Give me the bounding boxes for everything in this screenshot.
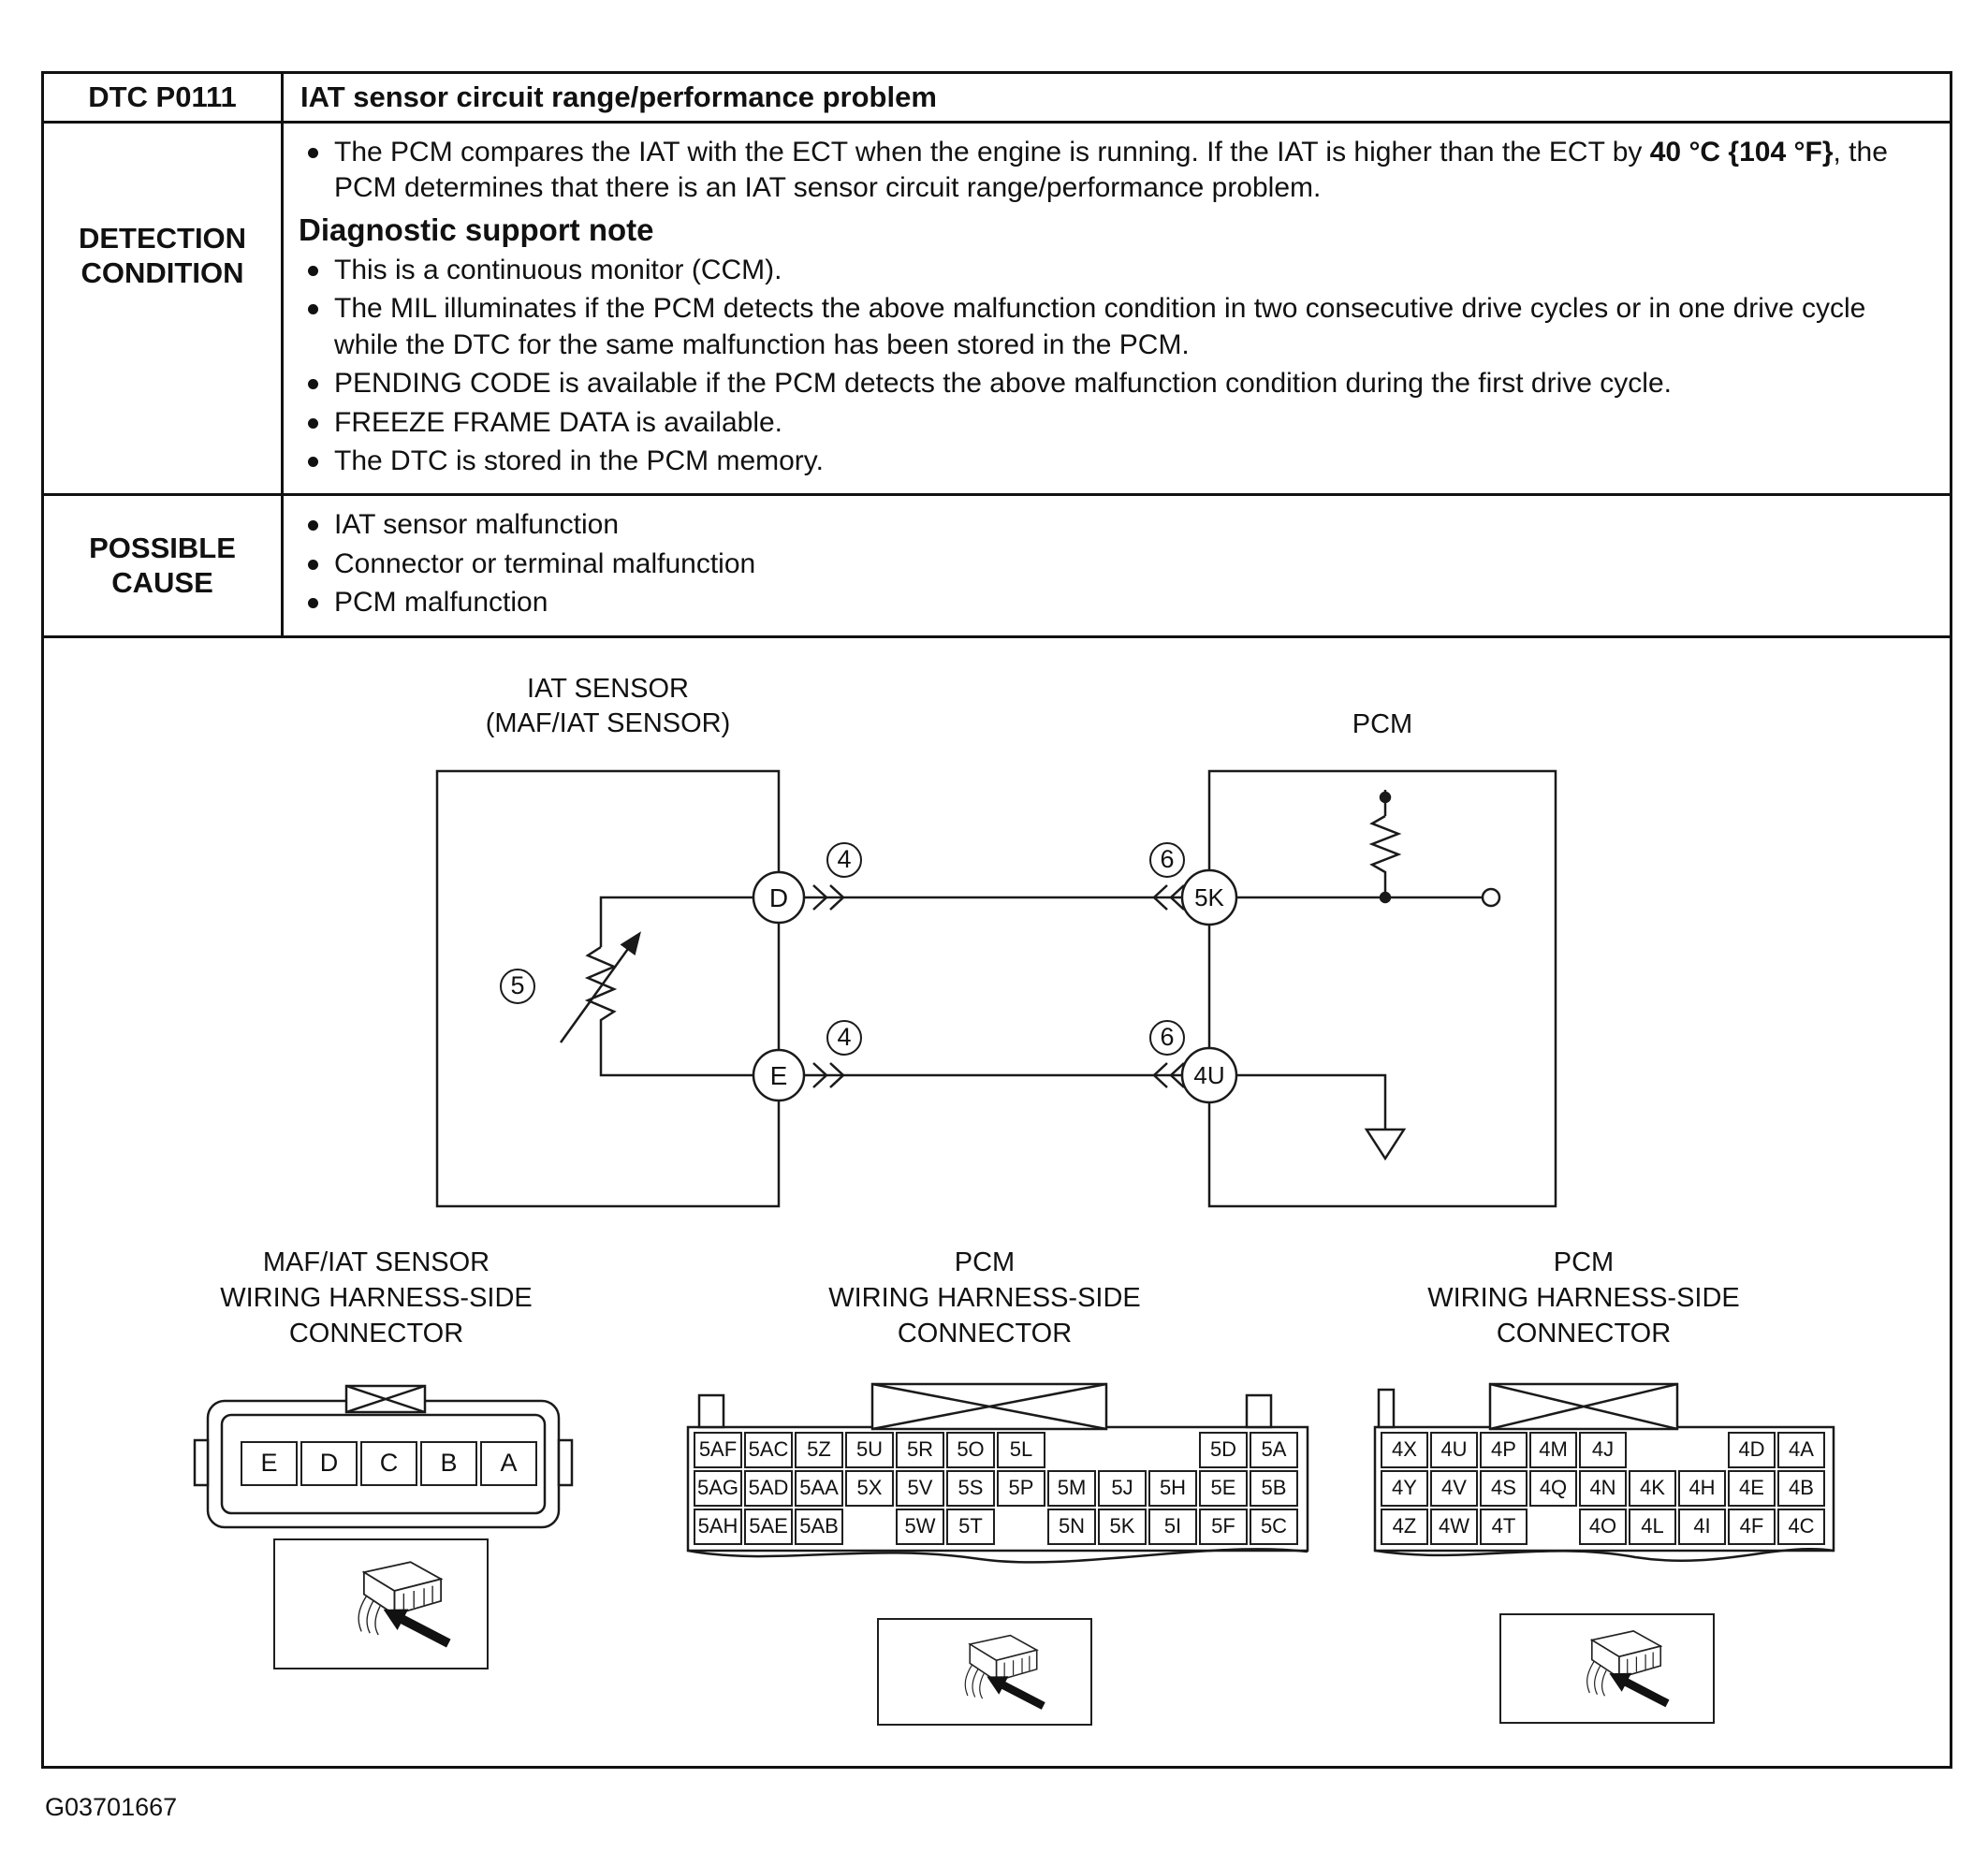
bullet-item: FREEZE FRAME DATA is available. — [297, 405, 1933, 441]
detection-condition-content — [284, 124, 1950, 493]
bullet1-bold-value: 40 °C {104 °F} — [1649, 137, 1834, 168]
callout-5: 5 — [500, 969, 535, 1004]
pin-A: A — [480, 1441, 537, 1486]
pin-5F: 5F — [1199, 1509, 1248, 1545]
pcm5-title-line1: PCM — [954, 1246, 1016, 1277]
connector-3d-icon — [1510, 1619, 1704, 1717]
pin-5T: 5T — [946, 1509, 995, 1545]
pin-5S: 5S — [946, 1470, 995, 1507]
detection-condition-label-text: DETECTION CONDITION — [78, 222, 247, 290]
pin-row — [1381, 1470, 1827, 1509]
pin-5A: 5A — [1250, 1432, 1298, 1468]
pin-row — [1381, 1432, 1827, 1470]
pin-4Q: 4Q — [1529, 1470, 1577, 1507]
iat-sensor-box — [437, 771, 779, 1206]
pcm4-title-line2: WIRING HARNESS-SIDE — [1427, 1282, 1740, 1313]
pin-5O: 5O — [946, 1432, 995, 1468]
pin-4J: 4J — [1579, 1432, 1627, 1468]
dtc-title-cell: IAT sensor circuit range/performance problem — [300, 80, 937, 113]
terminal-4u-label: 4U — [1193, 1060, 1225, 1089]
bullet1-post: , the PCM determines that there is an IAT sensor circuit range/performance problem. — [334, 137, 1888, 204]
pcm5-title-line3: CONNECTOR — [897, 1318, 1073, 1348]
pin-5W: 5W — [896, 1509, 944, 1545]
pin-5D: 5D — [1199, 1432, 1248, 1468]
terminal-5k-label: 5K — [1194, 882, 1224, 911]
arrow-icon — [987, 1676, 1045, 1710]
pin-D: D — [300, 1441, 358, 1486]
pin-5AA: 5AA — [795, 1470, 843, 1507]
wire-d-5k — [804, 885, 1184, 910]
pcm4-title-line3: CONNECTOR — [1496, 1318, 1672, 1348]
pcm5-connector-title — [783, 1245, 1186, 1351]
pin-row — [694, 1432, 1300, 1470]
possible-cause-label — [44, 496, 284, 634]
pin-4L: 4L — [1629, 1509, 1676, 1545]
iat-sensor-title — [437, 672, 779, 741]
pin-4X: 4X — [1381, 1432, 1428, 1468]
dtc-table — [41, 71, 1952, 1769]
maf-pin-grid — [241, 1441, 540, 1486]
pin-5M: 5M — [1047, 1470, 1096, 1507]
connector-3d-icon — [887, 1624, 1082, 1719]
possible-cause-row — [44, 496, 1950, 637]
terminal-e-label: E — [769, 1060, 788, 1090]
detection-bullet-list — [297, 253, 1933, 479]
maf-title-line1: MAF/IAT SENSOR — [262, 1246, 490, 1277]
pin-E: E — [241, 1441, 298, 1486]
maf-connector-illustration — [273, 1538, 489, 1669]
connector-3d-icon — [284, 1545, 478, 1662]
callout-4-bottom: 4 — [826, 1020, 862, 1056]
pin-5Z: 5Z — [795, 1432, 843, 1468]
wire-e-4u — [804, 1063, 1184, 1087]
diagnostic-support-note-heading: Diagnostic support note — [299, 211, 654, 247]
arrow-icon — [384, 1609, 451, 1647]
pin-5AF: 5AF — [694, 1432, 742, 1468]
pin-4D: 4D — [1728, 1432, 1776, 1468]
callout-6-top: 6 — [1149, 842, 1185, 878]
bullet-item: PCM malfunction — [297, 585, 1933, 620]
pin-B: B — [420, 1441, 477, 1486]
pin-4E: 4E — [1728, 1470, 1776, 1507]
possible-cause-label-text: POSSIBLE CAUSE — [89, 532, 236, 600]
pin-5L: 5L — [997, 1432, 1045, 1468]
pcm-title: PCM — [1352, 708, 1413, 739]
pin-5N: 5N — [1047, 1509, 1096, 1545]
pin-row — [694, 1509, 1300, 1547]
pin-4I: 4I — [1678, 1509, 1726, 1545]
pin-5AE: 5AE — [744, 1509, 793, 1545]
pin-4V: 4V — [1430, 1470, 1478, 1507]
pin-4W: 4W — [1430, 1509, 1478, 1545]
pin-4K: 4K — [1629, 1470, 1676, 1507]
pin-4Z: 4Z — [1381, 1509, 1428, 1545]
pin-4F: 4F — [1728, 1509, 1776, 1545]
bullet-item: The MIL illuminates if the PCM detects the above malfunction condition in two consecutive drive cycles or in one drive cycle while the DTC for the same malfunction has been stored in the PCM. — [297, 291, 1933, 363]
pcm5-connector-illustration — [877, 1618, 1092, 1726]
pcm4-connector-illustration — [1499, 1613, 1715, 1724]
pin-5AC: 5AC — [744, 1432, 793, 1468]
maf-title-line2: WIRING HARNESS-SIDE — [220, 1282, 533, 1313]
callout-6-bottom: 6 — [1149, 1020, 1185, 1056]
bullet-item: The DTC is stored in the PCM memory. — [297, 444, 1933, 479]
terminal-d-label: D — [768, 882, 789, 912]
possible-cause-bullet-list — [297, 507, 1933, 620]
wiring-diagram — [44, 638, 1950, 1766]
pin-5B: 5B — [1250, 1470, 1298, 1507]
dtc-code-cell: DTC P0111 — [44, 74, 284, 121]
arrow-icon — [1609, 1673, 1669, 1708]
pin-C: C — [360, 1441, 417, 1486]
pin-5K: 5K — [1098, 1509, 1147, 1545]
pin-5R: 5R — [896, 1432, 944, 1468]
pin-4B: 4B — [1777, 1470, 1825, 1507]
bullet-item: IAT sensor malfunction — [297, 507, 1933, 543]
pin-4P: 4P — [1480, 1432, 1528, 1468]
callout-4-top: 4 — [826, 842, 862, 878]
pcm4-connector-title — [1382, 1245, 1785, 1351]
pin-4U: 4U — [1430, 1432, 1478, 1468]
document-code: G03701667 — [45, 1793, 178, 1821]
maf-connector-title — [175, 1245, 577, 1351]
detection-condition-label — [44, 124, 284, 493]
pin-4A: 4A — [1777, 1432, 1825, 1468]
pin-4H: 4H — [1678, 1470, 1726, 1507]
pin-5X: 5X — [845, 1470, 894, 1507]
pin-5AG: 5AG — [694, 1470, 742, 1507]
pin-4S: 4S — [1480, 1470, 1528, 1507]
possible-cause-content — [284, 496, 1950, 634]
pcm4-title-line1: PCM — [1553, 1246, 1615, 1277]
iat-sensor-title-line2: (MAF/IAT SENSOR) — [485, 707, 731, 738]
pin-5C: 5C — [1250, 1509, 1298, 1545]
pin-4M: 4M — [1529, 1432, 1577, 1468]
pin-5J: 5J — [1098, 1470, 1147, 1507]
pin-5P: 5P — [997, 1470, 1045, 1507]
pin-row — [241, 1441, 540, 1486]
pin-5H: 5H — [1148, 1470, 1197, 1507]
pin-row — [694, 1470, 1300, 1509]
pin-5AH: 5AH — [694, 1509, 742, 1545]
detection-condition-row — [44, 124, 1950, 496]
pin-5I: 5I — [1148, 1509, 1197, 1545]
bullet1-pre: The PCM compares the IAT with the ECT when the engine is running. If the IAT is higher than the ECT by — [334, 137, 1650, 168]
pin-5AB: 5AB — [795, 1509, 843, 1545]
bullet-item: PENDING CODE is available if the PCM detects the above malfunction condition during the first drive cycle. — [297, 366, 1933, 401]
bullet-item: Connector or terminal malfunction — [297, 547, 1933, 582]
iat-sensor-title-line1: IAT SENSOR — [527, 673, 689, 704]
pin-4T: 4T — [1480, 1509, 1528, 1545]
pcm5-pin-grid — [694, 1432, 1300, 1547]
pcm4-pin-grid — [1381, 1432, 1827, 1547]
bullet-item: This is a continuous monitor (CCM). — [297, 253, 1933, 288]
pin-row — [1381, 1509, 1827, 1547]
dtc-header-row — [44, 74, 1950, 124]
pin-5V: 5V — [896, 1470, 944, 1507]
pin-5U: 5U — [845, 1432, 894, 1468]
pin-4N: 4N — [1579, 1470, 1627, 1507]
pin-5AD: 5AD — [744, 1470, 793, 1507]
detection-first-bullet-list — [297, 135, 1933, 207]
pin-5E: 5E — [1199, 1470, 1248, 1507]
pin-4C: 4C — [1777, 1509, 1825, 1545]
open-terminal-circle — [1483, 889, 1499, 906]
maf-title-line3: CONNECTOR — [288, 1318, 464, 1348]
pin-4Y: 4Y — [1381, 1470, 1428, 1507]
pcm5-title-line2: WIRING HARNESS-SIDE — [828, 1282, 1141, 1313]
diagram-row — [44, 638, 1950, 1766]
bullet-item — [297, 135, 1933, 207]
pin-4O: 4O — [1579, 1509, 1627, 1545]
